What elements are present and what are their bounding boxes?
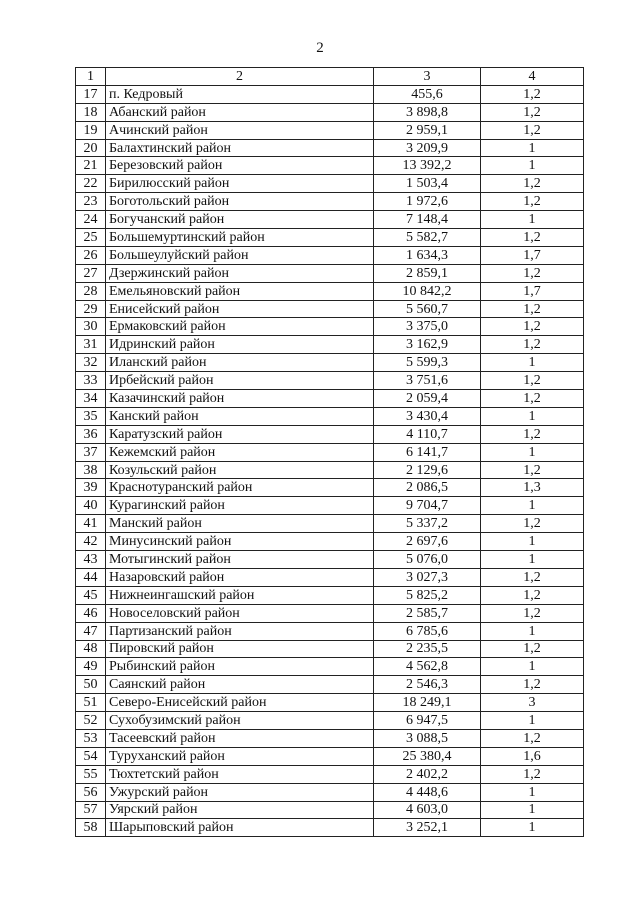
- coefficient-cell: 1,7: [481, 282, 584, 300]
- table-row: [76, 354, 584, 372]
- district-name: Курагинский район: [106, 497, 374, 515]
- value-cell: 2 129,6: [374, 461, 481, 479]
- coefficient-cell: 1,2: [481, 103, 584, 121]
- district-name: Идринский район: [106, 336, 374, 354]
- coefficient-cell: 1,2: [481, 300, 584, 318]
- value-cell: 9 704,7: [374, 497, 481, 515]
- coefficient-cell: 1,2: [481, 461, 584, 479]
- value-cell: 6 141,7: [374, 443, 481, 461]
- row-number: 41: [76, 515, 106, 533]
- coefficient-cell: 1: [481, 801, 584, 819]
- column-header-name: 2: [106, 68, 374, 86]
- value-cell: 5 599,3: [374, 354, 481, 372]
- table-row: [76, 801, 584, 819]
- district-name: Сухобузимский район: [106, 712, 374, 730]
- coefficient-cell: 1,2: [481, 175, 584, 193]
- table-row: [76, 497, 584, 515]
- value-cell: 2 585,7: [374, 604, 481, 622]
- table-row: [76, 157, 584, 175]
- coefficient-cell: 1: [481, 712, 584, 730]
- district-name: Манский район: [106, 515, 374, 533]
- district-name: Березовский район: [106, 157, 374, 175]
- value-cell: 2 059,4: [374, 390, 481, 408]
- table-row: [76, 443, 584, 461]
- coefficient-cell: 1,2: [481, 640, 584, 658]
- table-row: [76, 568, 584, 586]
- table-row: [76, 264, 584, 282]
- table-row: [76, 139, 584, 157]
- district-name: Туруханский район: [106, 747, 374, 765]
- value-cell: 5 560,7: [374, 300, 481, 318]
- value-cell: 3 088,5: [374, 729, 481, 747]
- row-number: 20: [76, 139, 106, 157]
- table-row: [76, 586, 584, 604]
- table-row: [76, 193, 584, 211]
- value-cell: 1 634,3: [374, 246, 481, 264]
- district-name: Большеулуйский район: [106, 246, 374, 264]
- district-name: Мотыгинский район: [106, 551, 374, 569]
- district-name: Кежемский район: [106, 443, 374, 461]
- table-row: [76, 175, 584, 193]
- table-header-row: [76, 68, 584, 86]
- district-name: Пировский район: [106, 640, 374, 658]
- district-name: Тасеевский район: [106, 729, 374, 747]
- district-name: Енисейский район: [106, 300, 374, 318]
- coefficient-cell: 1,2: [481, 264, 584, 282]
- table-row: [76, 479, 584, 497]
- coefficient-cell: 1,2: [481, 85, 584, 103]
- row-number: 28: [76, 282, 106, 300]
- row-number: 53: [76, 729, 106, 747]
- value-cell: 3 027,3: [374, 568, 481, 586]
- coefficient-cell: 1,6: [481, 747, 584, 765]
- row-number: 29: [76, 300, 106, 318]
- table-row: [76, 515, 584, 533]
- district-name: Большемуртинский район: [106, 229, 374, 247]
- table-row: [76, 246, 584, 264]
- value-cell: 2 959,1: [374, 121, 481, 139]
- data-table: [75, 67, 584, 837]
- row-number: 50: [76, 676, 106, 694]
- table-row: [76, 229, 584, 247]
- row-number: 57: [76, 801, 106, 819]
- row-number: 32: [76, 354, 106, 372]
- value-cell: 3 751,6: [374, 372, 481, 390]
- coefficient-cell: 1,2: [481, 372, 584, 390]
- row-number: 40: [76, 497, 106, 515]
- district-name: Краснотуранский район: [106, 479, 374, 497]
- row-number: 30: [76, 318, 106, 336]
- district-name: Нижнеингашский район: [106, 586, 374, 604]
- coefficient-cell: 1,2: [481, 729, 584, 747]
- row-number: 23: [76, 193, 106, 211]
- value-cell: 18 249,1: [374, 694, 481, 712]
- coefficient-cell: 1,2: [481, 390, 584, 408]
- coefficient-cell: 1: [481, 819, 584, 837]
- coefficient-cell: 1,2: [481, 515, 584, 533]
- row-number: 24: [76, 211, 106, 229]
- table-row: [76, 658, 584, 676]
- table-row: [76, 640, 584, 658]
- row-number: 27: [76, 264, 106, 282]
- district-name: Ачинский район: [106, 121, 374, 139]
- table-row: [76, 300, 584, 318]
- table-row: [76, 461, 584, 479]
- coefficient-cell: 1,2: [481, 318, 584, 336]
- row-number: 26: [76, 246, 106, 264]
- row-number: 58: [76, 819, 106, 837]
- table-row: [76, 425, 584, 443]
- value-cell: 3 162,9: [374, 336, 481, 354]
- table-row: [76, 747, 584, 765]
- district-name: Шарыповский район: [106, 819, 374, 837]
- coefficient-cell: 1: [481, 157, 584, 175]
- coefficient-cell: 1: [481, 551, 584, 569]
- row-number: 17: [76, 85, 106, 103]
- value-cell: 4 562,8: [374, 658, 481, 676]
- row-number: 18: [76, 103, 106, 121]
- district-name: Бирилюсский район: [106, 175, 374, 193]
- district-name: Балахтинский район: [106, 139, 374, 157]
- table-body: [76, 85, 584, 836]
- row-number: 21: [76, 157, 106, 175]
- table-row: [76, 729, 584, 747]
- value-cell: 6 947,5: [374, 712, 481, 730]
- value-cell: 455,6: [374, 85, 481, 103]
- district-name: Ермаковский район: [106, 318, 374, 336]
- value-cell: 4 110,7: [374, 425, 481, 443]
- district-name: Емельяновский район: [106, 282, 374, 300]
- district-name: Минусинский район: [106, 533, 374, 551]
- coefficient-cell: 1,2: [481, 676, 584, 694]
- table-row: [76, 103, 584, 121]
- value-cell: 2 546,3: [374, 676, 481, 694]
- coefficient-cell: 1: [481, 497, 584, 515]
- value-cell: 1 503,4: [374, 175, 481, 193]
- table-row: [76, 819, 584, 837]
- table-row: [76, 604, 584, 622]
- row-number: 37: [76, 443, 106, 461]
- district-name: Тюхтетский район: [106, 765, 374, 783]
- value-cell: 5 076,0: [374, 551, 481, 569]
- row-number: 52: [76, 712, 106, 730]
- table-row: [76, 85, 584, 103]
- district-name: Саянский район: [106, 676, 374, 694]
- row-number: 55: [76, 765, 106, 783]
- row-number: 31: [76, 336, 106, 354]
- table-row: [76, 318, 584, 336]
- coefficient-cell: 1: [481, 658, 584, 676]
- district-name: Боготольский район: [106, 193, 374, 211]
- row-number: 44: [76, 568, 106, 586]
- column-header-number: 1: [76, 68, 106, 86]
- value-cell: 3 430,4: [374, 407, 481, 425]
- value-cell: 4 603,0: [374, 801, 481, 819]
- row-number: 34: [76, 390, 106, 408]
- district-name: Козульский район: [106, 461, 374, 479]
- row-number: 49: [76, 658, 106, 676]
- row-number: 39: [76, 479, 106, 497]
- table-row: [76, 676, 584, 694]
- table-row: [76, 407, 584, 425]
- row-number: 48: [76, 640, 106, 658]
- row-number: 19: [76, 121, 106, 139]
- table-row: [76, 765, 584, 783]
- value-cell: 13 392,2: [374, 157, 481, 175]
- column-header-coefficient: 4: [481, 68, 584, 86]
- value-cell: 3 209,9: [374, 139, 481, 157]
- district-name: Богучанский район: [106, 211, 374, 229]
- coefficient-cell: 1,2: [481, 121, 584, 139]
- table-row: [76, 390, 584, 408]
- row-number: 54: [76, 747, 106, 765]
- district-name: Новоселовский район: [106, 604, 374, 622]
- district-name: Назаровский район: [106, 568, 374, 586]
- row-number: 35: [76, 407, 106, 425]
- district-name: Казачинский район: [106, 390, 374, 408]
- row-number: 38: [76, 461, 106, 479]
- coefficient-cell: 1,2: [481, 425, 584, 443]
- row-number: 47: [76, 622, 106, 640]
- value-cell: 25 380,4: [374, 747, 481, 765]
- table-row: [76, 121, 584, 139]
- coefficient-cell: 1: [481, 622, 584, 640]
- table-row: [76, 533, 584, 551]
- row-number: 45: [76, 586, 106, 604]
- table-row: [76, 712, 584, 730]
- table-row: [76, 551, 584, 569]
- row-number: 46: [76, 604, 106, 622]
- value-cell: 5 582,7: [374, 229, 481, 247]
- district-name: Канский район: [106, 407, 374, 425]
- coefficient-cell: 1,2: [481, 604, 584, 622]
- row-number: 25: [76, 229, 106, 247]
- value-cell: 10 842,2: [374, 282, 481, 300]
- coefficient-cell: 1: [481, 783, 584, 801]
- coefficient-cell: 1,3: [481, 479, 584, 497]
- coefficient-cell: 1,2: [481, 765, 584, 783]
- value-cell: 6 785,6: [374, 622, 481, 640]
- value-cell: 1 972,6: [374, 193, 481, 211]
- district-name: Абанский район: [106, 103, 374, 121]
- table-row: [76, 783, 584, 801]
- coefficient-cell: 1,2: [481, 229, 584, 247]
- coefficient-cell: 1,2: [481, 568, 584, 586]
- row-number: 43: [76, 551, 106, 569]
- table-row: [76, 622, 584, 640]
- district-name: Дзержинский район: [106, 264, 374, 282]
- row-number: 36: [76, 425, 106, 443]
- coefficient-cell: 1,7: [481, 246, 584, 264]
- column-header-value: 3: [374, 68, 481, 86]
- coefficient-cell: 1: [481, 407, 584, 425]
- district-name: Иланский район: [106, 354, 374, 372]
- coefficient-cell: 1: [481, 443, 584, 461]
- row-number: 42: [76, 533, 106, 551]
- value-cell: 5 337,2: [374, 515, 481, 533]
- value-cell: 3 252,1: [374, 819, 481, 837]
- page-number: 2: [316, 40, 324, 56]
- table-row: [76, 694, 584, 712]
- coefficient-cell: 1: [481, 139, 584, 157]
- row-number: 56: [76, 783, 106, 801]
- value-cell: 5 825,2: [374, 586, 481, 604]
- coefficient-cell: 3: [481, 694, 584, 712]
- district-name: Рыбинский район: [106, 658, 374, 676]
- coefficient-cell: 1: [481, 211, 584, 229]
- value-cell: 3 898,8: [374, 103, 481, 121]
- district-name: Ужурский район: [106, 783, 374, 801]
- row-number: 51: [76, 694, 106, 712]
- coefficient-cell: 1: [481, 354, 584, 372]
- coefficient-cell: 1: [481, 533, 584, 551]
- district-name: Ирбейский район: [106, 372, 374, 390]
- row-number: 33: [76, 372, 106, 390]
- table-row: [76, 282, 584, 300]
- district-name: Северо-Енисейский район: [106, 694, 374, 712]
- district-name: п. Кедровый: [106, 85, 374, 103]
- coefficient-cell: 1,2: [481, 193, 584, 211]
- row-number: 22: [76, 175, 106, 193]
- value-cell: 2 086,5: [374, 479, 481, 497]
- value-cell: 2 402,2: [374, 765, 481, 783]
- value-cell: 4 448,6: [374, 783, 481, 801]
- value-cell: 2 697,6: [374, 533, 481, 551]
- table-row: [76, 372, 584, 390]
- coefficient-cell: 1,2: [481, 336, 584, 354]
- table-row: [76, 211, 584, 229]
- value-cell: 2 859,1: [374, 264, 481, 282]
- district-name: Уярский район: [106, 801, 374, 819]
- coefficient-cell: 1,2: [481, 586, 584, 604]
- value-cell: 2 235,5: [374, 640, 481, 658]
- value-cell: 7 148,4: [374, 211, 481, 229]
- value-cell: 3 375,0: [374, 318, 481, 336]
- district-name: Партизанский район: [106, 622, 374, 640]
- district-name: Каратузский район: [106, 425, 374, 443]
- table-row: [76, 336, 584, 354]
